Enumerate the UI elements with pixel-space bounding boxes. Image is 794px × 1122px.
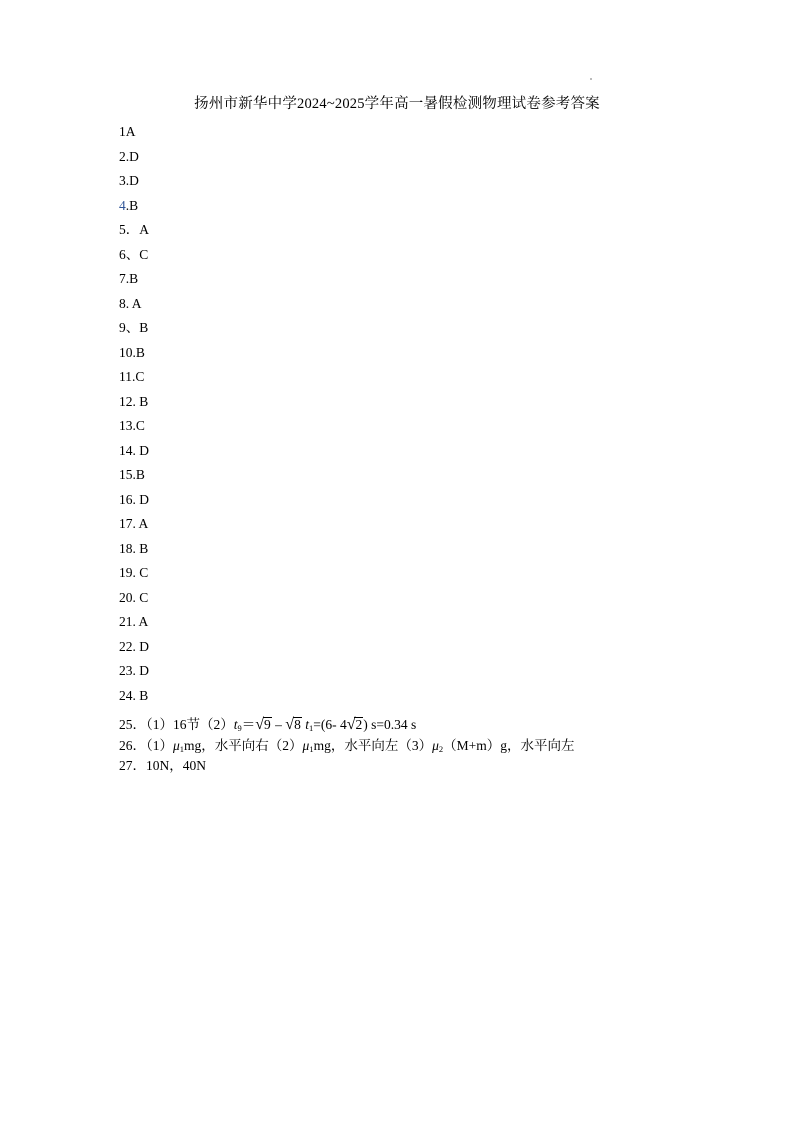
- mu-subscript: 2: [438, 744, 444, 754]
- answer-choice: C: [139, 565, 149, 580]
- answer-separator: .: [132, 344, 136, 360]
- answer-25-mid: =(6- 4: [313, 717, 347, 732]
- answer-number: 15: [119, 467, 133, 482]
- answer-number: 11: [119, 369, 132, 384]
- answer-choice: C: [135, 418, 145, 433]
- answer-choice: C: [139, 246, 149, 262]
- answer-choice: D: [139, 638, 149, 654]
- answer-number: 13: [119, 418, 133, 433]
- answer-choice: B: [135, 344, 145, 360]
- answer-separator: .: [132, 614, 139, 629]
- answer-item: [119, 194, 149, 219]
- answer-item: [119, 512, 149, 537]
- answer-separator: .: [132, 589, 140, 605]
- answer-separator: 、: [125, 320, 140, 335]
- answer-25-var-t: t: [233, 717, 238, 732]
- answer-separator: .: [132, 687, 140, 703]
- answer-separator: .: [125, 173, 130, 188]
- answer-list: [119, 120, 149, 708]
- sqrt-8: √8: [285, 716, 301, 733]
- answer-26-part: 26．（1）: [119, 738, 173, 753]
- answer-item: [119, 659, 149, 684]
- answer-separator: .: [132, 467, 136, 482]
- answer-number: 8: [119, 295, 126, 311]
- answer-choice: D: [129, 148, 139, 164]
- mu-symbol: μ: [432, 738, 439, 753]
- answer-number: 1: [119, 124, 126, 139]
- answer-separator: .: [125, 295, 132, 311]
- answer-separator: 、: [125, 246, 140, 262]
- answer-number: 2: [119, 148, 126, 164]
- answer-choice: D: [139, 663, 149, 678]
- answer-number: 21: [119, 614, 133, 629]
- answer-25-subscript: 9: [237, 723, 242, 733]
- answer-number: 17: [119, 516, 133, 531]
- answer-choice: D: [129, 173, 139, 188]
- answer-number: 9: [119, 320, 126, 335]
- answer-item: [119, 243, 149, 268]
- answer-choice: A: [125, 124, 136, 139]
- answer-number: 6: [119, 246, 126, 262]
- mu-symbol: μ: [173, 738, 180, 753]
- answer-number: 7: [119, 271, 126, 286]
- answer-choice: B: [139, 320, 149, 335]
- mu-symbol: μ: [302, 738, 310, 753]
- answer-item: [119, 684, 149, 709]
- answer-number: 10: [119, 344, 133, 360]
- answer-separator: .: [132, 540, 140, 556]
- answer-number: 22: [119, 638, 133, 654]
- answer-separator: .: [132, 369, 136, 384]
- answer-item: [119, 218, 149, 243]
- answer-number: 23: [119, 663, 133, 678]
- answer-number: 4: [119, 197, 126, 213]
- answer-choice: A: [139, 222, 149, 237]
- answer-choice: B: [129, 271, 139, 286]
- answer-25-subscript-1: 1: [308, 723, 314, 733]
- answer-25-equals: ＝: [241, 717, 256, 732]
- answer-25-suffix: ) s=0.34 s: [363, 717, 417, 732]
- answer-item: [119, 267, 149, 292]
- answer-item: [119, 292, 149, 317]
- sqrt-9: √9: [255, 716, 271, 733]
- answer-separator: .: [125, 197, 130, 213]
- answer-item: [119, 635, 149, 660]
- answer-choice: C: [135, 369, 145, 384]
- answer-choice: D: [139, 491, 149, 507]
- answer-separator: .: [132, 565, 140, 580]
- answer-choice: A: [131, 295, 142, 311]
- answer-item: [119, 537, 149, 562]
- answer-number: 12: [119, 393, 133, 409]
- answer-number: 24: [119, 687, 133, 703]
- answer-number: 20: [119, 589, 133, 605]
- answer-27: 27．10N，40N: [119, 758, 206, 773]
- answer-separator: .: [125, 148, 130, 164]
- answer-item: [119, 610, 149, 635]
- answer-number: 14: [119, 442, 133, 458]
- answer-26-part: mg，水平向右（2）: [184, 738, 303, 753]
- answer-item: [119, 390, 149, 415]
- answer-choice: B: [135, 467, 145, 482]
- page-title: 扬州市新华中学2024~2025学年高一暑假检测物理试卷参考答案: [194, 96, 600, 112]
- answer-item: [119, 120, 149, 145]
- answer-item: [119, 365, 149, 390]
- answer-number: 3: [119, 173, 126, 188]
- mu-subscript: 1: [309, 744, 314, 754]
- answer-separator: .: [132, 442, 140, 458]
- answer-choice: B: [139, 687, 149, 703]
- answer-separator: .: [132, 638, 140, 654]
- answer-item: [119, 316, 149, 341]
- answer-item: [119, 341, 149, 366]
- answer-number: 18: [119, 540, 133, 556]
- mu-subscript: 1: [179, 744, 185, 754]
- answer-26-part: （M+m）g，水平向左: [443, 738, 575, 753]
- answer-separator: .: [132, 393, 140, 409]
- answer-separator: .: [132, 491, 140, 507]
- answer-separator: .: [132, 516, 139, 531]
- answer-26-part: mg，水平向左（3）: [313, 738, 433, 753]
- answer-separator: .: [132, 663, 140, 678]
- answer-number: 5: [119, 222, 126, 237]
- answer-choice: C: [139, 589, 149, 605]
- answer-choice: B: [129, 197, 139, 213]
- answer-25-var-t1: t: [305, 717, 309, 732]
- answer-choice: D: [139, 442, 149, 458]
- answer-item: [119, 561, 149, 586]
- scan-speck: [590, 78, 592, 80]
- answer-number: 19: [119, 565, 133, 580]
- answer-item: [119, 145, 149, 170]
- answer-item: [119, 439, 149, 464]
- answer-choice: A: [138, 516, 149, 531]
- answer-number: 16: [119, 491, 133, 507]
- answer-item: [119, 488, 149, 513]
- answer-item: [119, 463, 149, 488]
- answer-25: [119, 715, 416, 738]
- answer-25-prefix: 25．（1）16节（2）: [119, 717, 234, 732]
- answer-item: [119, 414, 149, 439]
- answer-item: [119, 586, 149, 611]
- answer-choice: B: [139, 393, 149, 409]
- answer-25-minus: –: [271, 717, 286, 732]
- answer-choice: B: [139, 540, 149, 556]
- answer-separator: ．: [125, 222, 140, 237]
- answer-separator: .: [125, 271, 130, 286]
- answer-item: [119, 169, 149, 194]
- answer-choice: A: [138, 614, 149, 629]
- answer-separator: .: [132, 418, 136, 433]
- sqrt-2: √2: [346, 716, 363, 733]
